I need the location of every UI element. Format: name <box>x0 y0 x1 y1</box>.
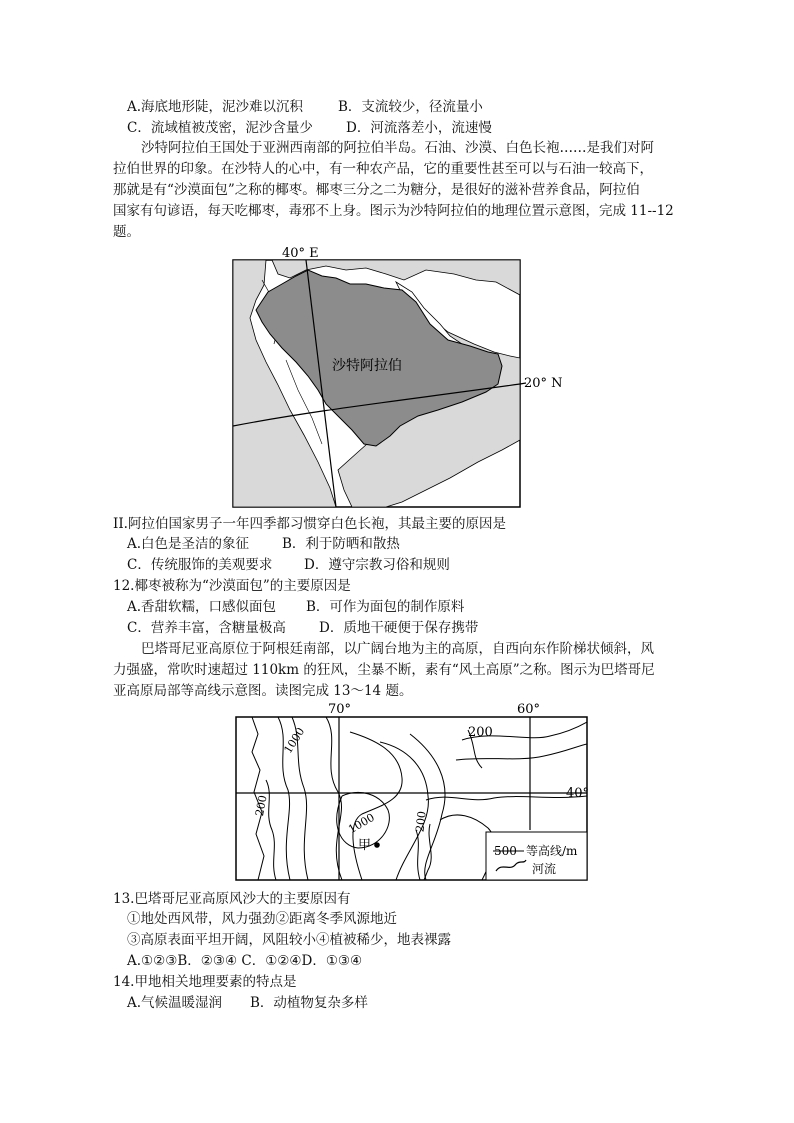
passage1-line: 沙特阿拉伯王国处于亚洲西南部的阿拉伯半岛。石油、沙漠、白色长袍……是我们对阿 <box>141 140 654 156</box>
q10-option-c: C．流域植被茂密，泥沙含量少 <box>127 120 313 136</box>
passage2-line: 亚高原局部等高线示意图。读图完成 13～14 题。 <box>113 683 413 699</box>
q11-option-d: D．遵守宗教习俗和规则 <box>304 557 450 573</box>
q13-line1: ①地处西风带，风力强劲②距离冬季风源地近 <box>127 911 397 927</box>
map1-latitude-label: 20° N <box>524 376 563 391</box>
passage1-line: 那就是有“沙漠面包”之称的椰枣。椰枣三分之二为糖分，是很好的滋补营养食品，阿拉伯 <box>113 182 640 198</box>
map2-longitude-west-label: 70° <box>328 702 352 717</box>
map2-longitude-east-label: 60° <box>517 702 541 717</box>
map2-legend-contour-text: 等高线/m <box>526 844 578 858</box>
q10-option-a: A.海底地形陡，泥沙难以沉积 <box>127 99 304 115</box>
q12-option-d: D．质地干硬便于保存携带 <box>319 620 479 636</box>
q14-option-a: A.气候温暖湿润 <box>127 995 223 1011</box>
map2-contour-200-left-label: 200 <box>253 794 270 818</box>
q12-option-c: C．营养丰富，含糖量极高 <box>127 620 286 636</box>
map2-latitude-label: 40° <box>566 786 590 801</box>
q11-stem: II.阿拉伯国家男子一年四季都习惯穿白色长袍，其最主要的原因是 <box>113 516 506 532</box>
passage1-line: 拉伯世界的印象。在沙特人的心中，有一种农产品，它的重要性甚至可以与石油一较高下， <box>113 161 653 177</box>
passage2-line: 巴塔哥尼亚高原位于阿根廷南部，以广阔台地为主的高原，自西向东作阶梯状倾斜，风 <box>141 641 654 657</box>
q13-options: A.①②③B．②③④ C．①②④D．①③④ <box>127 953 363 969</box>
map2-contour-200-right-label: 200 <box>413 810 429 833</box>
q13-line2: ③高原表面平坦开阔，风阻较小④植被稀少，地表裸露 <box>127 932 451 948</box>
passage1-line: 题。 <box>113 224 140 240</box>
q13-stem: 13.巴塔哥尼亚高原风沙大的主要原因有 <box>113 891 351 907</box>
passage1-line: 国家有句谚语，每天吃椰枣，毒邪不上身。图示为沙特阿拉伯的地理位置示意图，完成 11--12 <box>113 203 674 219</box>
q12-stem: 12.椰枣被称为“沙漠面包”的主要原因是 <box>113 578 351 594</box>
saudi-arabia-map <box>226 240 576 512</box>
q11-option-a: A.白色是圣洁的象征 <box>127 536 250 552</box>
passage2-line: 力强盛，常吹时速超过 110km 的狂风，尘暴不断，素有“风土高原”之称。图示为巴塔哥尼 <box>113 662 655 678</box>
map2-contour-1000-left-label: 1000 <box>281 725 308 756</box>
map1-country-label: 沙特阿拉伯 <box>332 358 402 374</box>
map2-contour-200-top-label: 200 <box>468 725 493 740</box>
q12-option-b: B．可作为面包的制作原料 <box>306 599 465 615</box>
map2-point-jia-label: 甲 <box>358 838 372 853</box>
q11-option-c: C．传统服饰的美观要求 <box>127 557 273 573</box>
map2-legend-river-text: 河流 <box>532 862 557 876</box>
q14-option-b: B．动植物复杂多样 <box>250 995 368 1011</box>
q10-option-b: B．支流较少，径流量小 <box>338 99 483 115</box>
map1-longitude-label: 40° E <box>282 246 319 261</box>
patagonia-contour-map <box>230 700 594 884</box>
map2-legend-contour-value: 500 <box>494 844 517 858</box>
map2-contour-1000-center-label: 1000 <box>346 810 377 837</box>
q10-option-d: D．河流落差小，流速慢 <box>346 120 492 136</box>
q12-option-a: A.香甜软糯，口感似面包 <box>127 599 277 615</box>
q14-stem: 14.甲地相关地理要素的特点是 <box>113 974 297 990</box>
q11-option-b: B．利于防晒和散热 <box>282 536 400 552</box>
